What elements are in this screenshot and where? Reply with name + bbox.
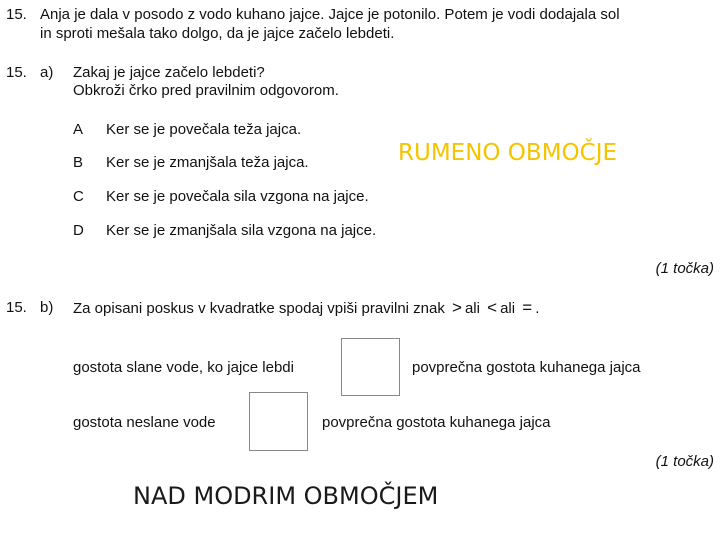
or-word: ali — [500, 300, 516, 317]
yellow-zone-label: RUMENO OBMOČJE — [398, 140, 618, 166]
answer-box-1[interactable] — [341, 338, 400, 396]
option-text: Ker se je povečala teža jajca. — [106, 121, 302, 138]
part-a-points: (1 točka) — [655, 260, 714, 277]
part-a-label: a) — [40, 64, 54, 81]
intro-line-1: Anja je dala v posodo z vodo kuhano jajce. Jajce je potonilo. Potem je vodi dodajala sol — [40, 6, 620, 23]
part-b-number: 15. — [6, 299, 27, 316]
answer-box-2[interactable] — [249, 392, 308, 451]
greater-than-symbol: > — [452, 298, 462, 317]
part-a-instruction: Obkroži črko pred pravilnim odgovorom. — [73, 82, 339, 99]
option-letter[interactable]: D — [73, 222, 84, 239]
intro-line-2: in sproti mešala tako dolgo, da je jajce začelo lebdeti. — [40, 25, 395, 42]
part-a-number: 15. — [6, 64, 27, 81]
blue-zone-label: NAD MODRIM OBMOČJEM — [133, 482, 439, 510]
part-b-instruction — [73, 299, 539, 318]
row2-right-text: povprečna gostota kuhanega jajca — [322, 414, 551, 431]
part-b-points: (1 točka) — [655, 453, 714, 470]
row2-left-text: gostota neslane vode — [73, 414, 216, 431]
less-than-symbol: < — [487, 298, 498, 317]
row1-right-text: povprečna gostota kuhanega jajca — [412, 359, 641, 376]
option-text: Ker se je povečala sila vzgona na jajce. — [106, 188, 369, 205]
equals-symbol: = — [522, 298, 533, 317]
option-letter[interactable]: C — [73, 188, 84, 205]
option-text: Ker se je zmanjšala teža jajca. — [106, 154, 309, 171]
period: . — [535, 300, 540, 317]
or-word: ali — [464, 300, 480, 317]
instruction-text: Za opisani poskus v kvadratke spodaj vpiši pravilni znak — [73, 300, 445, 317]
part-b-label: b) — [40, 299, 54, 316]
option-letter[interactable]: B — [73, 154, 84, 171]
option-text: Ker se je zmanjšala sila vzgona na jajce. — [106, 222, 377, 239]
part-a-question: Zakaj je jajce začelo lebdeti? — [73, 64, 265, 81]
option-letter[interactable]: A — [73, 121, 84, 138]
question-number: 15. — [6, 6, 27, 23]
row1-left-text: gostota slane vode, ko jajce lebdi — [73, 359, 294, 376]
